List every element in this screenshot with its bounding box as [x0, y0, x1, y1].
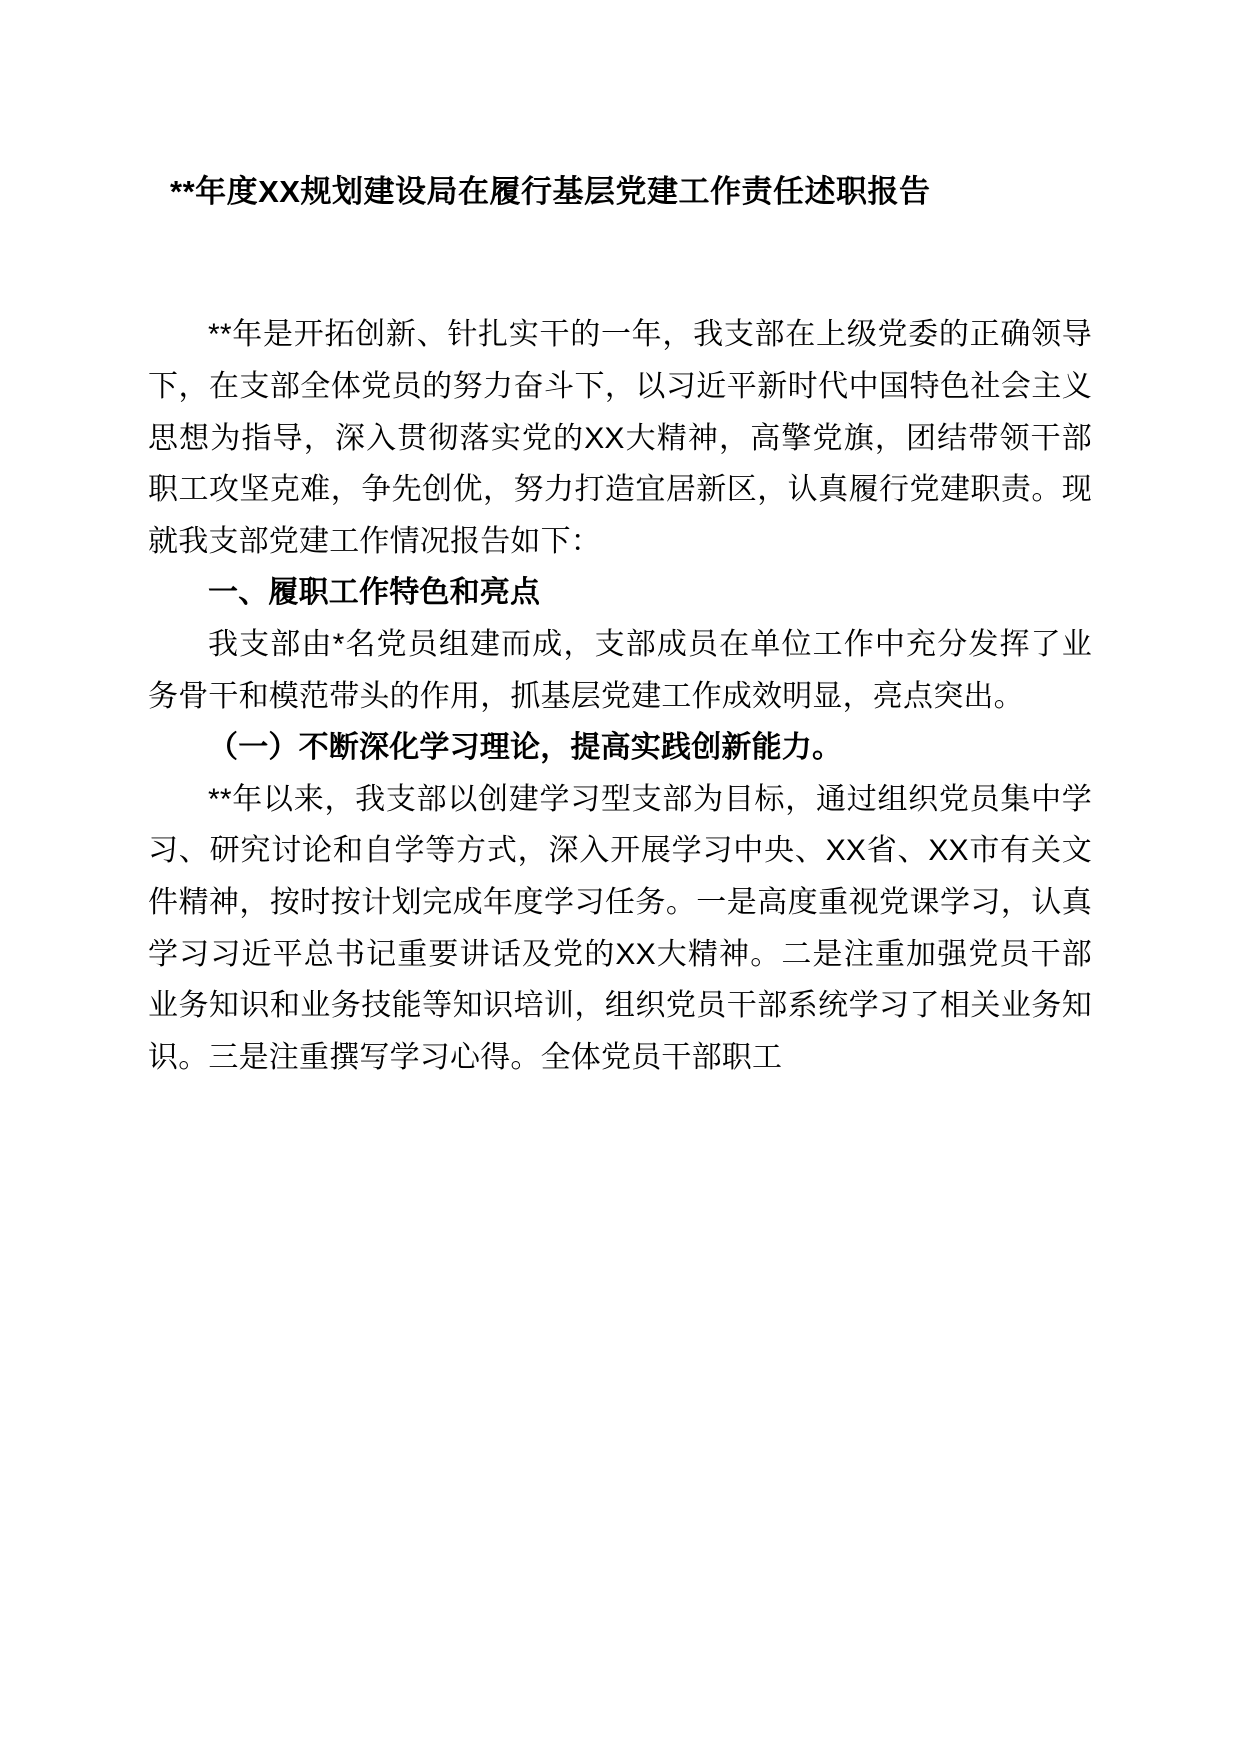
page-title: **年度XX规划建设局在履行基层党建工作责任述职报告 — [170, 174, 931, 209]
title-spacer — [148, 213, 1092, 309]
paragraph-branch-overview: 我支部由*名党员组建而成，支部成员在单位工作中充分发挥了业务骨干和模范带头的作用，抓基层党建工作成效明显，亮点突出。 — [148, 627, 1092, 713]
paragraph-intro: **年是开拓创新、针扎实干的一年，我支部在上级党委的正确领导下，在支部全体党员的努力奋斗下，以习近平新时代中国特色社会主义思想为指导，深入贯彻落实党的XX大精神，高擎党旗，团结带领干部职工攻坚克难，争先创优，努力打造宜居新区，认真履行党建职责。现就我支部党建工作情况报告如下： — [148, 318, 1092, 558]
subsection-heading-one: （一）不断深化学习理论，提高实践创新能力。 — [208, 731, 843, 765]
paragraph-study-theory: **年以来，我支部以创建学习型支部为目标，通过组织党员集中学习、研究讨论和自学等方式，深入开展学习中央、XX省、XX市有关文件精神，按时按计划完成年度学习任务。一是高度重视党课学习，认真学习习近平总书记重要讲话及党的XX大精神。二是注重加强党员干部业务知识和业务技能等知识培训，组织党员干部系统学习了相关业务知识。三是注重撰写学习心得。全体党员干部职工 — [148, 782, 1092, 1074]
section-heading-one: 一、履职工作特色和亮点 — [208, 576, 541, 610]
